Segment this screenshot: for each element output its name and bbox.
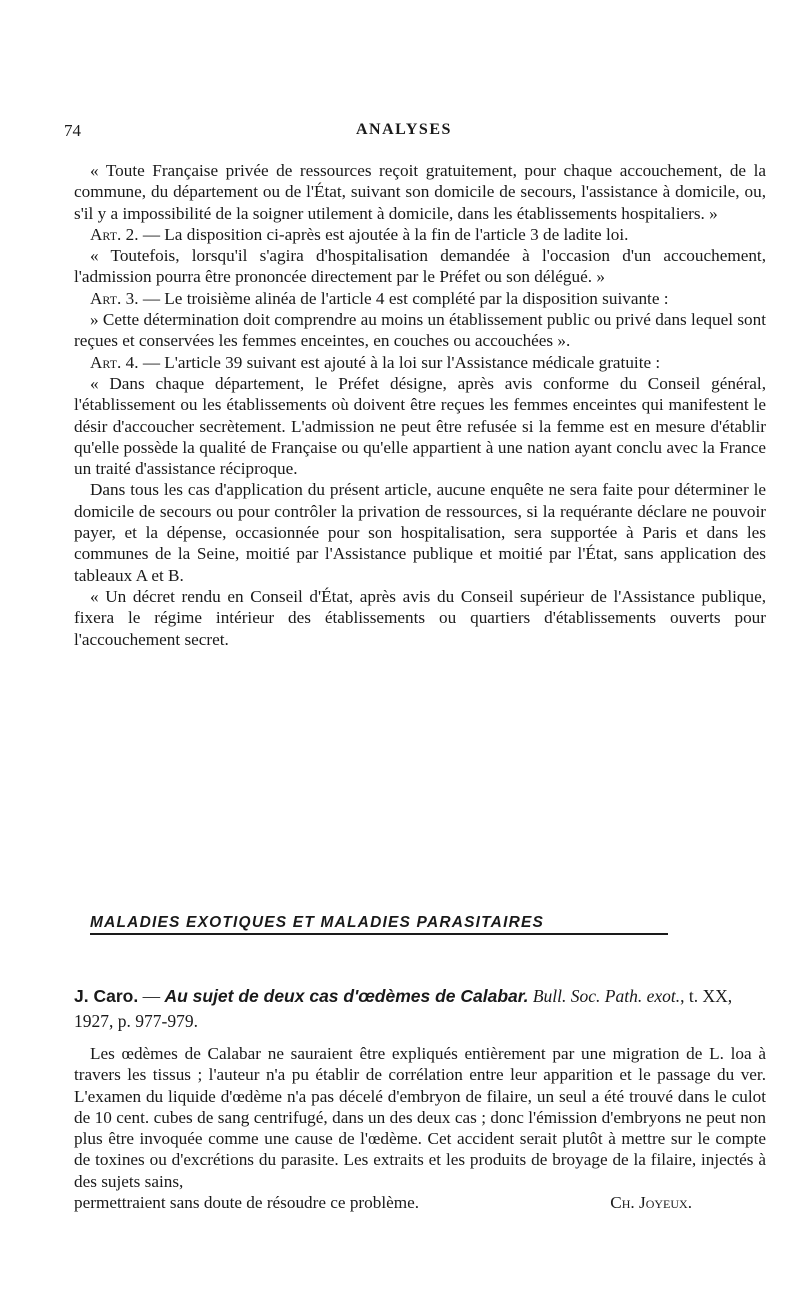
citation-title: Au sujet de deux cas d'œdèmes de Calabar. (164, 986, 529, 1006)
citation-journal: Bull. Soc. Path. exot. (532, 986, 681, 1006)
article-text: — L'article 39 suivant est ajouté à la loi sur l'Assistance médicale gratuite : (138, 352, 661, 372)
citation-author: J. Caro. (74, 986, 139, 1006)
page-number: 74 (64, 121, 81, 140)
citation-details: , t. XX, 1927, p. 977-979. (74, 986, 733, 1031)
abstract-block (74, 1043, 766, 1213)
abstract-text: Les œdèmes de Calabar ne sauraient être expliqués entièrement par une migration de L. loa à travers les tissus ; l'auteur n'a pu établir de corrélation entre leur apparition et le passage du ver. L'examen du liquide d'œdème n'a pas décelé d'embryon de filaire, un seul a été trouvé dans le culot de 10 cent. cubes de sang centrifugé, dans un des deux cas ; donc l'émission d'embryons ne peut non plus être invoquée comme une cause de l'œdème. Cet accident serait plutôt à mettre sur le compte de toxines ou d'excrétions du parasite. Les extraits et les produits de broyage de la filaire, injectés à des sujets sains, (74, 1044, 766, 1191)
reviewer-signature: Ch. Joyeux. (610, 1193, 692, 1213)
article-label: Art. 4. (90, 352, 139, 372)
law-text-block (74, 160, 766, 650)
abstract-closing-text: permettraient sans doute de résoudre ce problème. (74, 1193, 420, 1213)
running-head-title: ANALYSES (356, 121, 452, 138)
law-article-4 (74, 352, 766, 373)
article-label: Art. 2. (90, 224, 139, 244)
article-citation (74, 984, 766, 1034)
law-paragraph: » Cette détermination doit comprendre au moins un établissement public ou privé dans lequel sont reçues et conservées les femmes enceintes, en couches ou accouchées ». (74, 310, 766, 351)
running-head (64, 121, 754, 143)
article-text: — Le troisième alinéa de l'article 4 est complété par la disposition suivante : (138, 288, 669, 308)
section-heading: MALADIES EXOTIQUES ET MALADIES PARASITAIRES (90, 914, 668, 935)
law-paragraph: « Toute Française privée de ressources reçoit gratuitement, pour chaque accouchement, de la commune, du département ou de l'État, suivant son domicile de secours, l'assistance à domicile, ou, s'il y a impossibilité de la soigner utilement à domicile, dans les établissements hospitaliers. » (74, 161, 766, 223)
article-label: Art. 3. (90, 288, 139, 308)
abstract-last-line (74, 1192, 766, 1213)
law-paragraph: « Toutefois, lorsqu'il s'agira d'hospitalisation demandée à l'occasion d'un accouchement, l'admission pourra être prononcée directement par le Préfet ou son délégué. » (74, 246, 766, 287)
citation-dash: — (138, 986, 165, 1006)
article-text: — La disposition ci-après est ajoutée à la fin de l'article 3 de ladite loi. (138, 224, 629, 244)
law-paragraph: Dans tous les cas d'application du présent article, aucune enquête ne sera faite pour déterminer le domicile de secours ou pour contrôler la privation de ressources, si la requérante déclare ne pouvoir payer, et la dépense, occasionnée pour son hospitalisation, sera supportée à Paris et dans les communes de la Seine, moitié par l'Assistance publique et moitié par l'État, sans application des tableaux A et B. (74, 480, 766, 585)
law-paragraph: « Un décret rendu en Conseil d'État, après avis du Conseil supérieur de l'Assistance publique, fixera le régime intérieur des établissements ou quartiers d'établissements ouverts pour l'accouchement secret. (74, 586, 766, 649)
law-article-3 (74, 288, 766, 309)
law-article-2 (74, 224, 766, 245)
law-paragraph: « Dans chaque département, le Préfet désigne, après avis conforme du Conseil général, l'établissement ou les établissements où doivent être reçues les femmes enceintes qui manifestent le désir d'accoucher secrètement. L'admission ne peut être refusée si la femme est en mesure d'établir qu'elle possède la qualité de Française ou qu'elle appartient à une nation ayant conclu avec la France un traité d'assistance réciproque. (74, 373, 766, 479)
citation-line-1 (74, 984, 766, 1034)
